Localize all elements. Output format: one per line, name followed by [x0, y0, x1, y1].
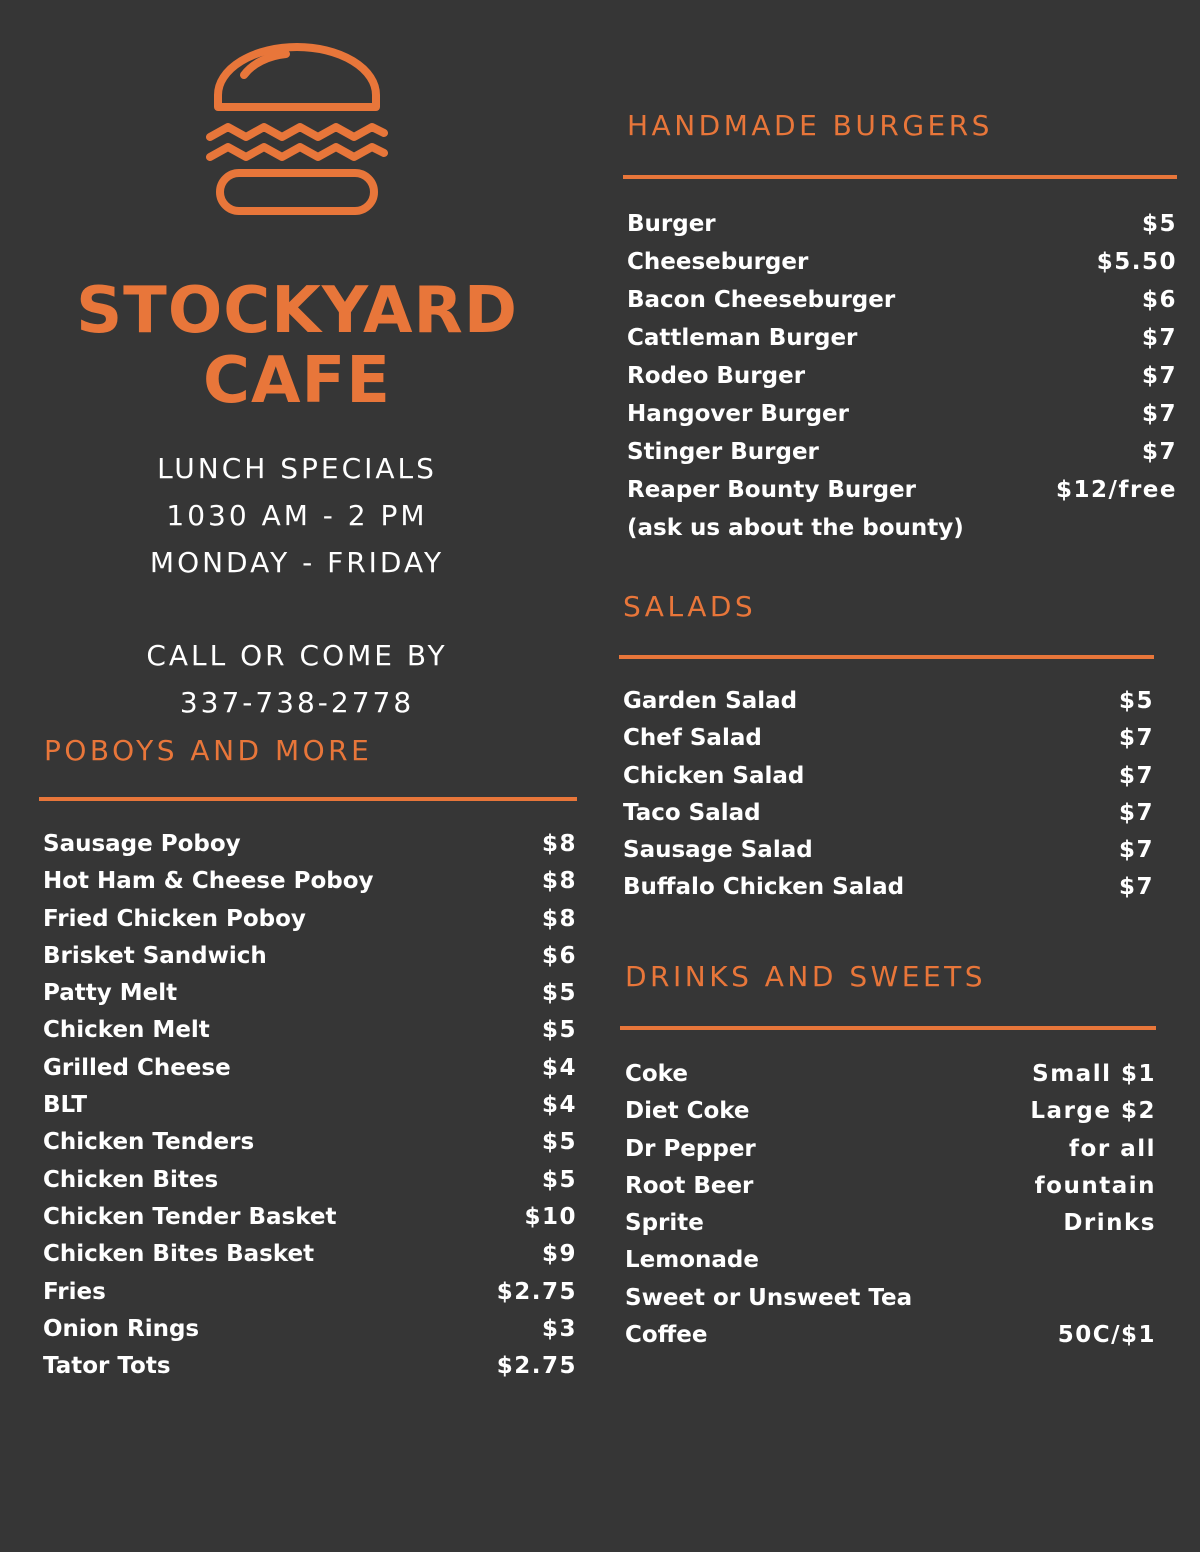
section-divider [623, 175, 1177, 179]
poboys-list [43, 826, 577, 1385]
menu-item [623, 869, 1154, 906]
hours-line1: LUNCH SPECIALS [157, 452, 437, 485]
menu-item-price: $5 [1118, 688, 1154, 714]
section-title-poboys: POBOYS AND MORE [44, 734, 373, 767]
menu-item-name: Reaper Bounty Burger [627, 477, 916, 503]
menu-item-price: $5 [541, 1129, 577, 1156]
section-divider [620, 1026, 1156, 1030]
menu-item-name: Coke [625, 1061, 688, 1087]
menu-item-price: $5.50 [1096, 249, 1177, 275]
menu-item-price: $5 [541, 1166, 577, 1193]
menu-item [623, 758, 1154, 795]
cafe-title-line2: CAFE [203, 344, 391, 418]
menu-item-price: Large $2 [1030, 1098, 1156, 1125]
menu-item-price: Small $1 [1032, 1061, 1156, 1087]
cafe-title-line1: STOCKYARD [76, 274, 518, 348]
cafe-title [0, 276, 594, 416]
menu-item-price: $5 [541, 980, 577, 1007]
menu-item [43, 826, 577, 863]
menu-item [43, 1348, 577, 1385]
menu-item [627, 433, 1177, 471]
menu-item [43, 901, 577, 938]
menu-item-name: Burger [627, 211, 716, 237]
menu-item-name: Chef Salad [623, 725, 762, 752]
menu-item-price: $4 [541, 1092, 577, 1119]
menu-item [627, 319, 1177, 357]
hours-line2: 1030 AM - 2 PM [166, 499, 428, 532]
menu-item-name: Fries [43, 1278, 106, 1305]
menu-item-name: Stinger Burger [627, 439, 819, 465]
menu-item-name: Hangover Burger [627, 401, 850, 427]
contact-block [0, 632, 594, 726]
menu-item [43, 1162, 577, 1199]
menu-item-price: $5 [1141, 211, 1177, 237]
menu-item [623, 683, 1154, 720]
menu-item-price: $6 [541, 942, 577, 969]
menu-item-name: Coffee [625, 1322, 708, 1349]
menu-item [625, 1131, 1156, 1168]
menu-item [625, 1093, 1156, 1130]
menu-item-price: $7 [1141, 363, 1177, 389]
menu-item [43, 1087, 577, 1124]
menu-item-price: fountain [1034, 1172, 1156, 1199]
menu-item [43, 1274, 577, 1311]
menu-item-price: $7 [1141, 439, 1177, 465]
menu-item-name: Buffalo Chicken Salad [623, 874, 905, 901]
menu-item-price: $2.75 [496, 1353, 577, 1380]
menu-item-price: for all [1069, 1135, 1156, 1162]
menu-item [625, 1205, 1156, 1242]
menu-item-name: (ask us about the bounty) [627, 515, 964, 541]
menu-item [627, 395, 1177, 433]
hours-line3: MONDAY - FRIDAY [149, 546, 445, 579]
menu-item [627, 243, 1177, 281]
section-divider [39, 797, 577, 801]
menu-item-name: Patty Melt [43, 980, 178, 1007]
menu-item-name: Grilled Cheese [43, 1054, 231, 1081]
menu-item [43, 1124, 577, 1161]
menu-item-name: BLT [43, 1092, 88, 1119]
menu-item [43, 1199, 577, 1236]
menu-item-name: Root Beer [625, 1172, 754, 1199]
menu-item-price: $8 [541, 831, 577, 857]
menu-item [627, 205, 1177, 243]
hours-block [0, 445, 594, 586]
section-divider [619, 655, 1154, 659]
salads-list [623, 683, 1154, 907]
menu-item [627, 471, 1177, 509]
menu-item-name: Bacon Cheeseburger [627, 287, 896, 313]
menu-item-name: Chicken Melt [43, 1017, 210, 1044]
menu-item-name: Chicken Bites [43, 1166, 219, 1193]
menu-item [43, 1236, 577, 1273]
menu-item-price: Drinks [1063, 1210, 1156, 1237]
menu-item [43, 1012, 577, 1049]
menu-item-name: Chicken Salad [623, 762, 805, 789]
menu-item-name: Garden Salad [623, 688, 798, 714]
menu-item-price: $8 [541, 868, 577, 895]
menu-item-price: $9 [541, 1241, 577, 1268]
menu-item-price: $6 [1141, 287, 1177, 313]
menu-item [623, 795, 1154, 832]
menu-item-name: Sweet or Unsweet Tea [625, 1284, 913, 1311]
menu-item-name: Dr Pepper [625, 1135, 756, 1162]
menu-item [627, 509, 1177, 547]
section-title-burgers: HANDMADE BURGERS [627, 109, 993, 142]
menu-item [623, 720, 1154, 757]
menu-item-price: $5 [541, 1017, 577, 1044]
menu-item-price: $7 [1118, 874, 1154, 901]
menu-item-price: $7 [1118, 762, 1154, 789]
menu-item [43, 975, 577, 1012]
section-title-drinks: DRINKS AND SWEETS [625, 960, 987, 993]
menu-item [627, 357, 1177, 395]
menu-item-price: $7 [1118, 837, 1154, 864]
menu-item [43, 863, 577, 900]
drinks-list [625, 1056, 1156, 1354]
menu-item-name: Cattleman Burger [627, 325, 858, 351]
menu-item-price: $3 [541, 1315, 577, 1342]
menu-item-name: Chicken Bites Basket [43, 1241, 315, 1268]
menu-item-name: Lemonade [625, 1247, 759, 1274]
menu-item-name: Chicken Tenders [43, 1129, 255, 1156]
menu-item-name: Hot Ham & Cheese Poboy [43, 868, 374, 895]
burger-icon [206, 33, 388, 217]
menu-item-price: $2.75 [496, 1278, 577, 1305]
menu-item-name: Tator Tots [43, 1353, 171, 1380]
menu-item [625, 1317, 1156, 1354]
menu-item [43, 1311, 577, 1348]
phone-number: 337-738-2778 [179, 686, 415, 719]
menu-item-name: Taco Salad [623, 799, 761, 826]
menu-item [43, 1050, 577, 1087]
menu-item-price: $7 [1118, 725, 1154, 752]
menu-item [625, 1168, 1156, 1205]
menu-item-price: $7 [1141, 325, 1177, 351]
menu-item-name: Sprite [625, 1210, 704, 1237]
menu-item-name: Diet Coke [625, 1098, 750, 1125]
menu-item-name: Cheeseburger [627, 249, 809, 275]
section-title-salads: SALADS [623, 590, 757, 623]
menu-item-name: Rodeo Burger [627, 363, 806, 389]
contact-line: CALL OR COME BY [146, 639, 448, 672]
menu-item-price: 50C/$1 [1057, 1322, 1156, 1349]
menu-item [625, 1242, 1156, 1279]
menu-item-price: $10 [524, 1203, 577, 1230]
menu-item-price: $8 [541, 905, 577, 932]
menu-item-name: Onion Rings [43, 1315, 200, 1342]
menu-item [625, 1056, 1156, 1093]
menu-item-price: $7 [1141, 401, 1177, 427]
menu-item-price: $7 [1118, 799, 1154, 826]
menu-item-name: Sausage Salad [623, 837, 813, 864]
menu-item-name: Sausage Poboy [43, 831, 241, 857]
burgers-list [627, 205, 1177, 547]
menu-item [625, 1280, 1156, 1317]
menu-item [627, 281, 1177, 319]
menu-item-price: $12/free [1056, 477, 1177, 503]
menu-item-price: $4 [541, 1054, 577, 1081]
menu-item-name: Chicken Tender Basket [43, 1203, 337, 1230]
menu-item-name: Fried Chicken Poboy [43, 905, 306, 932]
menu-item [623, 832, 1154, 869]
menu-item-name: Brisket Sandwich [43, 942, 267, 969]
menu-item [43, 938, 577, 975]
